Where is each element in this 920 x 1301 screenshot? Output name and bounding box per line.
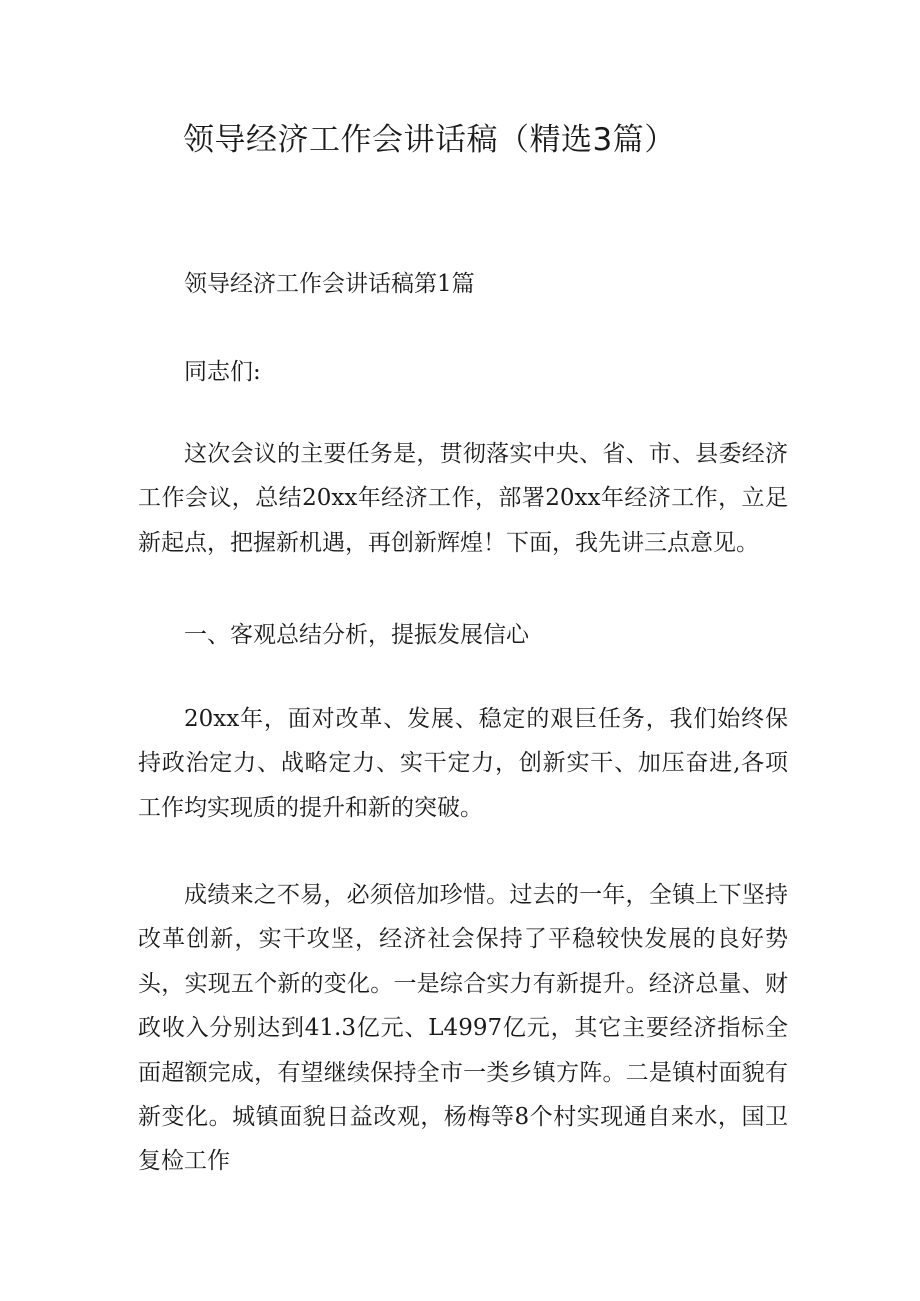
document-title: 领导经济工作会讲话稿（精选3篇）	[183, 122, 676, 158]
section-heading: 领导经济工作会讲话稿第1篇	[184, 271, 475, 297]
salutation: 同志们:	[184, 359, 261, 385]
paragraph-summary: 20xx年，面对改革、发展、稳定的艰巨任务，我们始终保持政治定力、战略定力、实干定力，创新实干、加压奋进,各项工作均实现质的提升和新的突破。	[138, 706, 788, 821]
paragraph-achievements: 成绩来之不易，必须倍加珍惜。过去的一年，全镇上下坚持改革创新，实干攻坚，经济社会保持了平稳较快发展的良好势头，实现五个新的变化。一是综合实力有新提升。经济总量、财政收入分别达到41.3亿元、L4997亿元，其它主要经济指标全面超额完成，有望继续保持全市一类乡镇方阵。二是镇村面貌有新变化。城镇面貌日益改观，杨梅等8个村实现通自来水，国卫复检工作	[138, 882, 788, 1175]
subheading-one: 一、客观总结分析，提振发展信心	[184, 622, 529, 648]
paragraph-intro: 这次会议的主要任务是，贯彻落实中央、省、市、县委经济工作会议，总结20xx年经济工作，部署20xx年经济工作，立足新起点，把握新机遇，再创新辉煌！下面，我先讲三点意见。	[138, 441, 788, 556]
